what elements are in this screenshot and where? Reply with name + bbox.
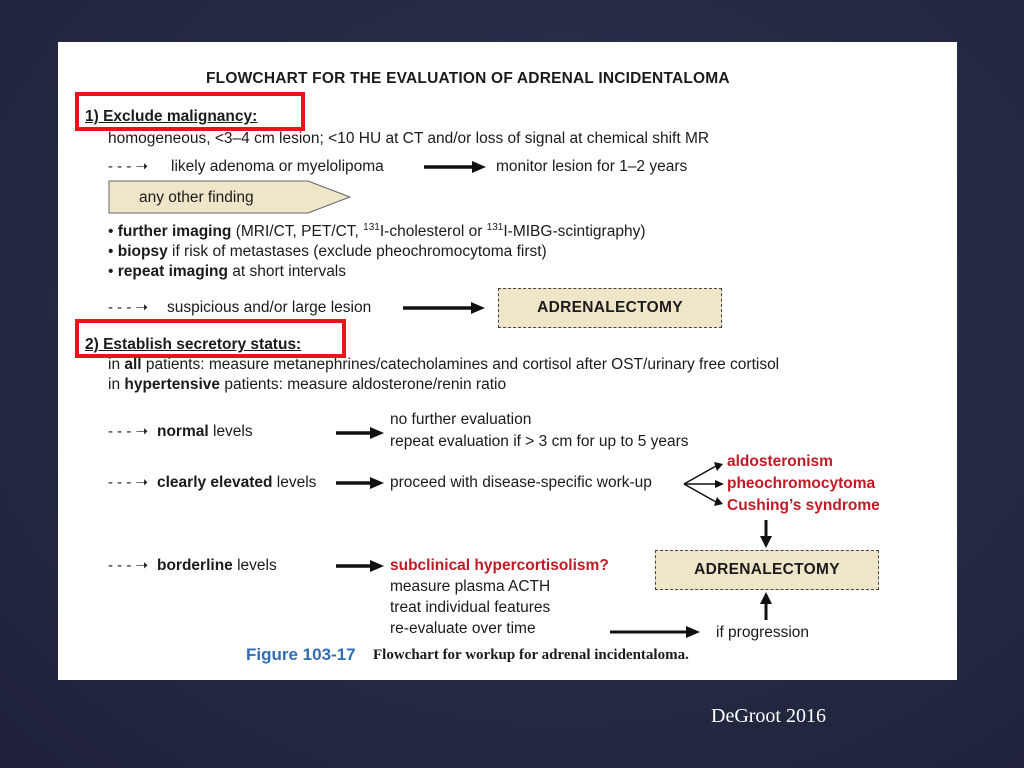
isotope-sup-1: 131 (363, 221, 380, 233)
line1-pre: in (108, 356, 125, 373)
subclinical-hypercortisolism-text: subclinical hypercortisolism? (390, 557, 609, 574)
repeat-imaging-rest: at short intervals (227, 263, 347, 280)
section2-heading: 2) Establish secretory status: (85, 336, 302, 353)
biopsy-bold: biopsy (117, 243, 168, 260)
normal-bold: normal (157, 423, 209, 440)
figure-number: Figure 103-17 (246, 645, 356, 664)
flowchart-title: FLOWCHART FOR THE EVALUATION OF ADRENAL INCIDENTALOMA (206, 70, 730, 87)
arrow-up-to-adrenalectomy (758, 592, 774, 622)
biopsy-rest: if risk of metastases (exclude pheochromocytoma first) (167, 243, 547, 260)
arrow-to-monitor (424, 160, 488, 174)
dashed-arrow: - - - ➝ (108, 557, 149, 574)
dashed-arrow: - - - ➝ (108, 158, 149, 175)
source-credit: DeGroot 2016 (711, 705, 826, 727)
if-progression-text: if progression (716, 624, 810, 641)
further-imaging-bold: further imaging (117, 223, 232, 240)
arrow-to-proceed (336, 476, 386, 490)
adrenalectomy-box-2: ADRENALECTOMY (655, 550, 879, 590)
normal-rest: levels (208, 423, 253, 440)
measure-acth-text: measure plasma ACTH (390, 578, 551, 595)
all-patients-line (108, 356, 779, 374)
bullet-further-imaging: • further imaging (MRI/CT, PET/CT, $^{131}$I-cholesterol or $^{131}$I-MIBG-scintigraphy) (108, 221, 646, 240)
further-imaging-mid: I-cholesterol or (379, 223, 487, 240)
monitor-lesion-text: monitor lesion for 1–2 years (496, 158, 688, 175)
dashed-arrow: - - - ➝ (108, 299, 149, 316)
hypertensive-patients-line (108, 376, 506, 394)
line2-bold: hypertensive (124, 376, 221, 393)
section1-heading: 1) Exclude malignancy: (85, 108, 258, 125)
line1-rest: patients: measure metanephrines/catecholamines and cortisol after OST/urinary free cortisol (141, 356, 780, 373)
bullet-repeat-imaging: • repeat imaging at short intervals (108, 263, 347, 280)
borderline-levels-text (157, 557, 277, 575)
bullet-biopsy: • biopsy if risk of metastases (exclude pheochromocytoma first) (108, 243, 547, 260)
elevated-levels-text (157, 474, 316, 492)
no-further-evaluation-text: no further evaluation (390, 411, 532, 428)
dashed-arrow: - - - ➝ (108, 423, 149, 440)
arrow-to-progression (610, 625, 702, 639)
likely-adenoma-text: likely adenoma or myelolipoma (171, 158, 384, 175)
repeat-imaging-bold: repeat imaging (117, 263, 228, 280)
section1-highlight-box (75, 92, 305, 131)
proceed-workup-text: proceed with disease-specific work-up (390, 474, 652, 491)
line1-bold: all (124, 356, 142, 373)
reevaluate-text: re-evaluate over time (390, 620, 536, 637)
borderline-rest: levels (232, 557, 277, 574)
isotope-sup-2: 131 (486, 221, 504, 233)
disease-aldosteronism: aldosteronism (727, 453, 833, 470)
arrow-down-to-adrenalectomy (758, 520, 774, 550)
figure-caption: Flowchart for workup for adrenal incidentaloma. (373, 647, 689, 663)
adrenalectomy-box-1: ADRENALECTOMY (498, 288, 722, 328)
line2-pre: in (108, 376, 125, 393)
arrow-to-no-further (336, 426, 386, 440)
fork-arrows (682, 460, 726, 508)
normal-levels-text (157, 423, 253, 441)
disease-cushings: Cushing’s syndrome (727, 497, 880, 514)
elevated-bold: clearly elevated (157, 474, 273, 491)
further-imaging-pre: (MRI/CT, PET/CT, (235, 223, 364, 240)
borderline-bold: borderline (157, 557, 233, 574)
elevated-rest: levels (272, 474, 317, 491)
repeat-evaluation-text: repeat evaluation if > 3 cm for up to 5 years (390, 433, 689, 450)
dashed-arrow: - - - ➝ (108, 474, 149, 491)
flowchart-image (58, 42, 957, 680)
further-imaging-post: I-MIBG-scintigraphy) (503, 223, 646, 240)
arrow-to-subclinical (336, 559, 386, 573)
section2-highlight-box (75, 319, 346, 358)
arrow-to-adrenalectomy-1 (403, 301, 487, 315)
line2-rest: patients: measure aldosterone/renin ratio (220, 376, 507, 393)
suspicious-lesion-text: suspicious and/or large lesion (167, 299, 372, 316)
treat-features-text: treat individual features (390, 599, 551, 616)
any-other-finding-label: any other finding (139, 189, 254, 206)
section1-criteria: homogeneous, <3–4 cm lesion; <10 HU at CT and/or loss of signal at chemical shift MR (108, 130, 710, 147)
disease-pheochromocytoma: pheochromocytoma (727, 475, 876, 492)
